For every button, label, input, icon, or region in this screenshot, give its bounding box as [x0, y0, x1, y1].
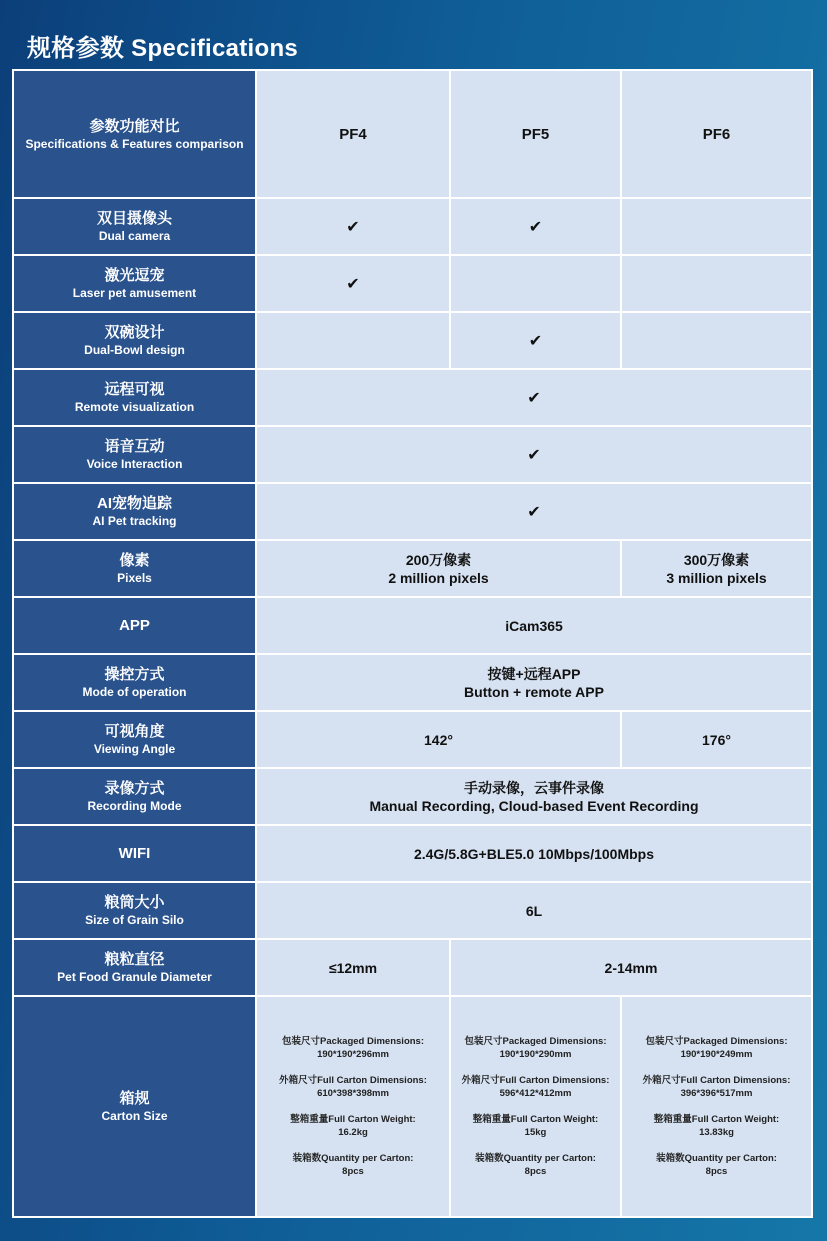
carton-packaged	[451, 1035, 620, 1061]
label-zh: 远程可视	[104, 381, 165, 398]
recording-value-en: Manual Recording, Cloud-based Event Recording	[369, 797, 699, 814]
row-angle	[13, 711, 812, 768]
pixels-pf45	[256, 540, 621, 597]
header-label-zh: 参数功能对比	[89, 117, 180, 135]
operation-value-zh: 按键+远程APP	[487, 665, 581, 682]
row-label	[13, 312, 256, 369]
row-carton	[13, 996, 812, 1217]
row-ai	[13, 483, 812, 540]
carton-packaged	[622, 1035, 811, 1061]
carton-pf4	[256, 996, 450, 1217]
pixels-pf45-zh: 200万像素	[405, 551, 472, 568]
label-en: Pixels	[117, 571, 152, 585]
empty-cell	[621, 198, 812, 255]
operation-value-en: Button + remote APP	[464, 683, 604, 700]
label-zh: 像素	[119, 552, 150, 569]
carton-full	[257, 1074, 449, 1100]
granule-pf4: ≤12mm	[256, 939, 450, 996]
label-en: Mode of operation	[82, 685, 187, 699]
carton-label: 整箱重量Full Carton Weight:	[472, 1114, 599, 1125]
check-icon: ✔	[256, 426, 812, 483]
row-label	[13, 540, 256, 597]
carton-value: 610*398*398mm	[317, 1088, 389, 1099]
carton-value: 596*412*412mm	[499, 1088, 572, 1099]
model-pf4: PF4	[256, 70, 450, 198]
pixels-pf6	[621, 540, 812, 597]
row-remote	[13, 369, 812, 426]
carton-value: 16.2kg	[338, 1127, 368, 1138]
row-label	[13, 255, 256, 312]
row-label	[13, 597, 256, 654]
wifi-value: 2.4G/5.8G+BLE5.0 10Mbps/100Mbps	[256, 825, 812, 882]
carton-value: 190*190*290mm	[499, 1049, 572, 1060]
row-label	[13, 996, 256, 1217]
pixels-pf45-en: 2 million pixels	[388, 569, 489, 586]
check-icon: ✔	[450, 312, 621, 369]
empty-cell	[621, 312, 812, 369]
check-icon: ✔	[450, 198, 621, 255]
label-en: AI Pet tracking	[92, 514, 177, 528]
spec-table	[12, 69, 813, 1218]
label-zh: WIFI	[118, 845, 151, 862]
pixels-pf6-zh: 300万像素	[683, 551, 750, 568]
row-laser	[13, 255, 812, 312]
carton-value: 13.83kg	[699, 1127, 734, 1138]
carton-label: 装箱数Quantity per Carton:	[475, 1153, 596, 1164]
carton-weight	[451, 1113, 620, 1139]
app-value: iCam365	[256, 597, 812, 654]
row-label	[13, 825, 256, 882]
row-label	[13, 369, 256, 426]
header-row	[13, 70, 812, 198]
carton-value: 15kg	[524, 1127, 547, 1138]
carton-full	[451, 1074, 620, 1100]
carton-value: 8pcs	[342, 1166, 364, 1177]
label-zh: APP	[119, 617, 150, 634]
empty-cell	[256, 312, 450, 369]
row-recording	[13, 768, 812, 825]
row-label	[13, 939, 256, 996]
carton-label: 外箱尺寸Full Carton Dimensions:	[642, 1075, 791, 1086]
header-label-cell	[13, 70, 256, 198]
label-zh: 激光逗宠	[104, 267, 165, 284]
carton-label: 包装尺寸Packaged Dimensions:	[645, 1036, 788, 1047]
row-wifi	[13, 825, 812, 882]
empty-cell	[621, 255, 812, 312]
carton-value: 190*190*296mm	[317, 1049, 389, 1060]
label-en: Carton Size	[101, 1109, 168, 1123]
model-pf6: PF6	[621, 70, 812, 198]
label-zh: 箱规	[119, 1090, 150, 1107]
carton-qty	[622, 1152, 811, 1178]
row-app	[13, 597, 812, 654]
silo-value: 6L	[256, 882, 812, 939]
page-title: 规格参数 Specifications	[27, 35, 299, 62]
recording-value	[256, 768, 812, 825]
carton-label: 包装尺寸Packaged Dimensions:	[464, 1036, 607, 1047]
empty-cell	[450, 255, 621, 312]
carton-packaged	[257, 1035, 449, 1061]
label-zh: AI宠物追踪	[96, 495, 172, 512]
carton-value: 190*190*249mm	[680, 1049, 753, 1060]
carton-label: 整箱重量Full Carton Weight:	[290, 1114, 416, 1125]
carton-value: 8pcs	[524, 1166, 547, 1177]
label-zh: 粮粒直径	[104, 951, 165, 968]
pixels-pf6-en: 3 million pixels	[666, 569, 767, 586]
carton-pf6	[621, 996, 812, 1217]
row-label	[13, 483, 256, 540]
row-voice	[13, 426, 812, 483]
row-dual-camera	[13, 198, 812, 255]
label-zh: 双目摄像头	[96, 210, 172, 227]
carton-label: 装箱数Quantity per Carton:	[656, 1153, 777, 1164]
carton-label: 包装尺寸Packaged Dimensions:	[281, 1036, 424, 1047]
carton-label: 装箱数Quantity per Carton:	[292, 1153, 414, 1164]
carton-qty	[451, 1152, 620, 1178]
angle-pf6: 176°	[621, 711, 812, 768]
label-en: Laser pet amusement	[72, 286, 197, 300]
row-label	[13, 882, 256, 939]
row-label	[13, 426, 256, 483]
carton-label: 外箱尺寸Full Carton Dimensions:	[279, 1075, 427, 1086]
carton-label: 整箱重量Full Carton Weight:	[653, 1114, 780, 1125]
carton-qty	[257, 1152, 449, 1178]
label-en: Dual camera	[98, 229, 171, 243]
row-dual-bowl	[13, 312, 812, 369]
label-zh: 录像方式	[104, 780, 165, 797]
label-zh: 双碗设计	[104, 324, 165, 341]
row-silo	[13, 882, 812, 939]
check-icon: ✔	[256, 369, 812, 426]
label-zh: 语音互动	[104, 438, 165, 455]
carton-weight	[622, 1113, 811, 1139]
check-icon: ✔	[256, 255, 450, 312]
row-operation	[13, 654, 812, 711]
label-en: Voice Interaction	[86, 457, 183, 471]
label-en: Dual-Bowl design	[84, 343, 185, 357]
recording-value-zh: 手动录像，云事件录像	[464, 779, 604, 796]
row-pixels	[13, 540, 812, 597]
row-label	[13, 711, 256, 768]
granule-pf56: 2-14mm	[450, 939, 812, 996]
row-label	[13, 654, 256, 711]
label-en: Size of Grain Silo	[85, 913, 184, 927]
row-granule	[13, 939, 812, 996]
row-label	[13, 198, 256, 255]
operation-value	[256, 654, 812, 711]
carton-value: 8pcs	[705, 1166, 728, 1177]
check-icon: ✔	[256, 198, 450, 255]
model-pf5: PF5	[450, 70, 621, 198]
label-en: Recording Mode	[87, 799, 182, 813]
header-label-en: Specifications & Features comparison	[25, 136, 244, 151]
label-en: Viewing Angle	[93, 742, 176, 756]
label-zh: 粮筒大小	[104, 894, 165, 911]
label-en: Pet Food Granule Diameter	[57, 970, 212, 984]
carton-value: 396*396*517mm	[680, 1088, 753, 1099]
carton-label: 外箱尺寸Full Carton Dimensions:	[461, 1075, 610, 1086]
label-en: Remote visualization	[74, 400, 195, 414]
carton-weight	[257, 1113, 449, 1139]
carton-full	[622, 1074, 811, 1100]
angle-pf45: 142°	[256, 711, 621, 768]
row-label	[13, 768, 256, 825]
label-zh: 可视角度	[104, 723, 165, 740]
check-icon: ✔	[256, 483, 812, 540]
label-zh: 操控方式	[104, 666, 165, 683]
carton-pf5	[450, 996, 621, 1217]
